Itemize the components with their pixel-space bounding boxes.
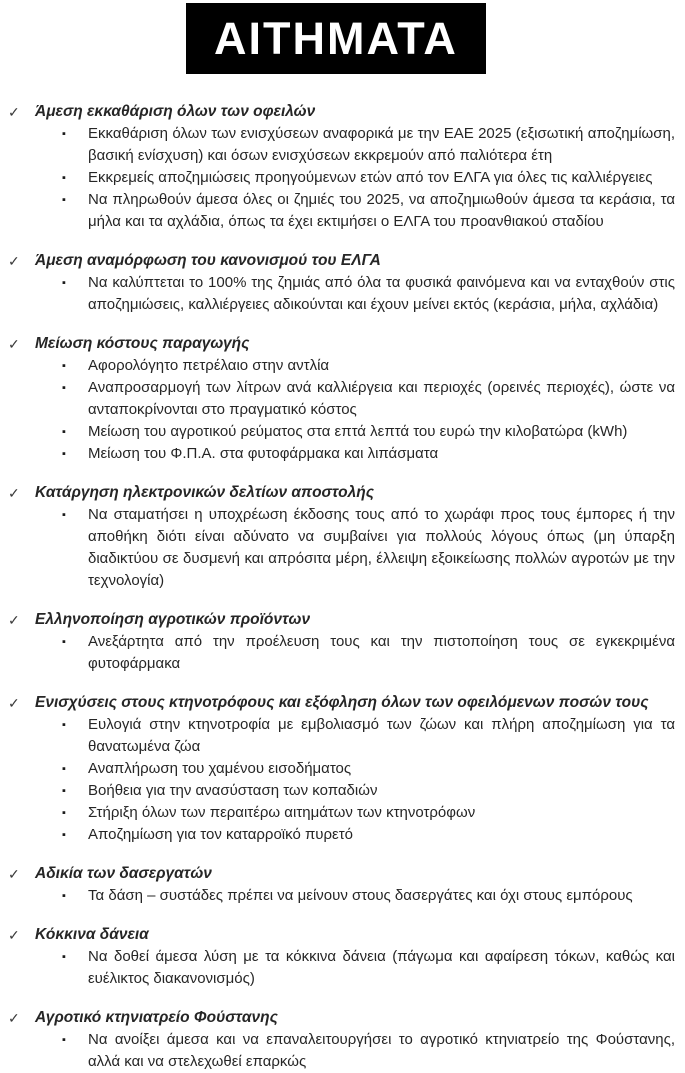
list-item [8,167,675,189]
square-bullet-icon: ▪ [62,807,66,819]
section-heading [8,863,675,885]
section-heading-text: Ενισχύσεις στους κτηνοτρόφους και εξόφληση όλων των οφειλόμενων ποσών τους [35,694,649,711]
square-bullet-icon: ▪ [62,1034,66,1046]
list-item [8,885,675,907]
item-text: Αφορολόγητο πετρέλαιο στην αντλία [88,357,330,374]
demand-section [8,101,675,233]
item-text: Αναπλήρωση του χαμένου εισοδήματος [88,760,352,777]
demand-section [8,250,675,316]
list-item [8,355,675,377]
section-items [8,504,675,592]
list-item [8,631,675,675]
section-heading [8,101,675,123]
checkmark-icon: ✓ [8,253,20,269]
square-bullet-icon: ▪ [62,277,66,289]
section-items [8,946,675,990]
square-bullet-icon: ▪ [62,382,66,394]
item-text: Μείωση του αγροτικού ρεύματος στα επτά λεπτά του ευρώ την κιλοβατώρα (kWh) [88,423,628,440]
section-items [8,885,675,907]
square-bullet-icon: ▪ [62,719,66,731]
checkmark-icon: ✓ [8,104,20,120]
item-text: Εκκαθάριση όλων των ενισχύσεων αναφορικά με την ΕΑΕ 2025 (εξισωτική αποζημίωση, βασική ενίσχυση) και όσων ενισχύσεων εκκρεμούν από παλιότερα έτη [88,125,675,164]
list-item [8,946,675,990]
square-bullet-icon: ▪ [62,172,66,184]
section-items [8,123,675,233]
demand-section [8,482,675,592]
list-item [8,272,675,316]
square-bullet-icon: ▪ [62,763,66,775]
demand-section [8,333,675,465]
square-bullet-icon: ▪ [62,128,66,140]
list-item [8,1029,675,1073]
list-item [8,504,675,592]
square-bullet-icon: ▪ [62,951,66,963]
square-bullet-icon: ▪ [62,509,66,521]
demand-section [8,863,675,907]
section-heading-text: Κόκκινα δάνεια [35,926,149,943]
section-items [8,631,675,675]
checkmark-icon: ✓ [8,927,20,943]
section-items [8,355,675,465]
square-bullet-icon: ▪ [62,194,66,206]
item-text: Εκκρεμείς αποζημιώσεις προηγούμενων ετών από τον ΕΛΓΑ για όλες τις καλλιέργειες [88,169,653,186]
document-body [0,74,685,1073]
checkmark-icon: ✓ [8,336,20,352]
item-text: Να δοθεί άμεσα λύση με τα κόκκινα δάνεια (πάγωμα και αφαίρεση τόκων, καθώς και ευέλικτος διακανονισμός) [88,948,675,987]
item-text: Να πληρωθούν άμεσα όλες οι ζημιές του 2025, να αποζημιωθούν άμεσα τα κεράσια, τα μήλα και τα αχλάδια, όπως τα έχει εκτιμήσει ο ΕΛΓΑ του προανθιακού σταδίου [88,191,675,230]
list-item [8,189,675,233]
checkmark-icon: ✓ [8,1010,20,1026]
section-items [8,272,675,316]
square-bullet-icon: ▪ [62,785,66,797]
item-text: Αναπροσαρμογή των λίτρων ανά καλλιέργεια και περιοχές (ορεινές περιοχές), ώστε να ανταποκρίνονται στο πραγματικό κόστος [88,379,675,418]
checkmark-icon: ✓ [8,612,20,628]
section-heading-text: Αδικία των δασεργατών [35,865,212,882]
square-bullet-icon: ▪ [62,829,66,841]
square-bullet-icon: ▪ [62,426,66,438]
section-heading [8,482,675,504]
section-heading [8,333,675,355]
list-item [8,780,675,802]
section-heading-text: Άμεση αναμόρφωση του κανονισμού του ΕΛΓΑ [35,252,381,269]
square-bullet-icon: ▪ [62,890,66,902]
title-banner [186,3,486,74]
checkmark-icon: ✓ [8,485,20,501]
list-item [8,824,675,846]
section-heading [8,609,675,631]
section-heading-text: Κατάργηση ηλεκτρονικών δελτίων αποστολής [35,484,374,501]
list-item [8,758,675,780]
item-text: Να καλύπτεται το 100% της ζημιάς από όλα τα φυσικά φαινόμενα και να ενταχθούν στις αποζημιώσεις, καλλιέργειες αδικούνται και έχουν μείνει εκτός (κεράσια, μήλα, αχλάδια) [88,274,675,313]
section-heading [8,1007,675,1029]
item-text: Στήριξη όλων των περαιτέρω αιτημάτων των κτηνοτρόφων [88,804,476,821]
section-heading-text: Άμεση εκκαθάριση όλων των οφειλών [35,103,316,120]
item-text: Μείωση του Φ.Π.Α. στα φυτοφάρμακα και λιπάσματα [88,445,439,462]
item-text: Να σταματήσει η υποχρέωση έκδοσης τους από το χωράφι προς τους έμπορες ή την αποθήκη διότι είναι αδύνατο να συμβαίνει για πολλούς λόγους όπως (μη ύπαρξη διαδικτύου σε δυσμενή και απρόσιτα μέρη, έλλειψη εξοικείωσης πολλών αγροτών με την τεχνολογία) [88,506,675,589]
checkmark-icon: ✓ [8,866,20,882]
section-items [8,714,675,846]
demand-section [8,692,675,846]
demand-section [8,924,675,990]
section-heading [8,924,675,946]
item-text: Βοήθεια για την ανασύσταση των κοπαδιών [88,782,378,799]
section-heading-text: Μείωση κόστους παραγωγής [35,335,250,352]
list-item [8,377,675,421]
section-heading [8,692,675,714]
checkmark-icon: ✓ [8,695,20,711]
item-text: Ανεξάρτητα από την προέλευση τους και την πιστοποίηση τους σε εγκεκριμένα φυτοφάρμακα [88,633,675,672]
square-bullet-icon: ▪ [62,636,66,648]
square-bullet-icon: ▪ [62,448,66,460]
document-page [0,3,685,1070]
list-item [8,714,675,758]
section-heading-text: Ελληνοποίηση αγροτικών προϊόντων [35,611,311,628]
item-text: Αποζημίωση για τον καταρροϊκό πυρετό [88,826,353,843]
item-text: Ευλογιά στην κτηνοτροφία με εμβολιασμό των ζώων και πλήρη αποζημίωση για τα θανατωμένα ζώα [88,716,675,755]
square-bullet-icon: ▪ [62,360,66,372]
list-item [8,443,675,465]
demand-section [8,609,675,675]
list-item [8,123,675,167]
item-text: Να ανοίξει άμεσα και να επαναλειτουργήσει το αγροτικό κτηνιατρείο της Φούστανης, αλλά και να στελεχωθεί επαρκώς [88,1031,675,1070]
page-title: ΑΙΤΗΜΑΤΑ [214,13,458,64]
list-item [8,421,675,443]
section-items [8,1029,675,1073]
demand-section [8,1007,675,1073]
section-heading [8,250,675,272]
list-item [8,802,675,824]
section-heading-text: Αγροτικό κτηνιατρείο Φούστανης [35,1009,278,1026]
item-text: Τα δάση – συστάδες πρέπει να μείνουν στους δασεργάτες και όχι στους εμπόρους [88,887,633,904]
